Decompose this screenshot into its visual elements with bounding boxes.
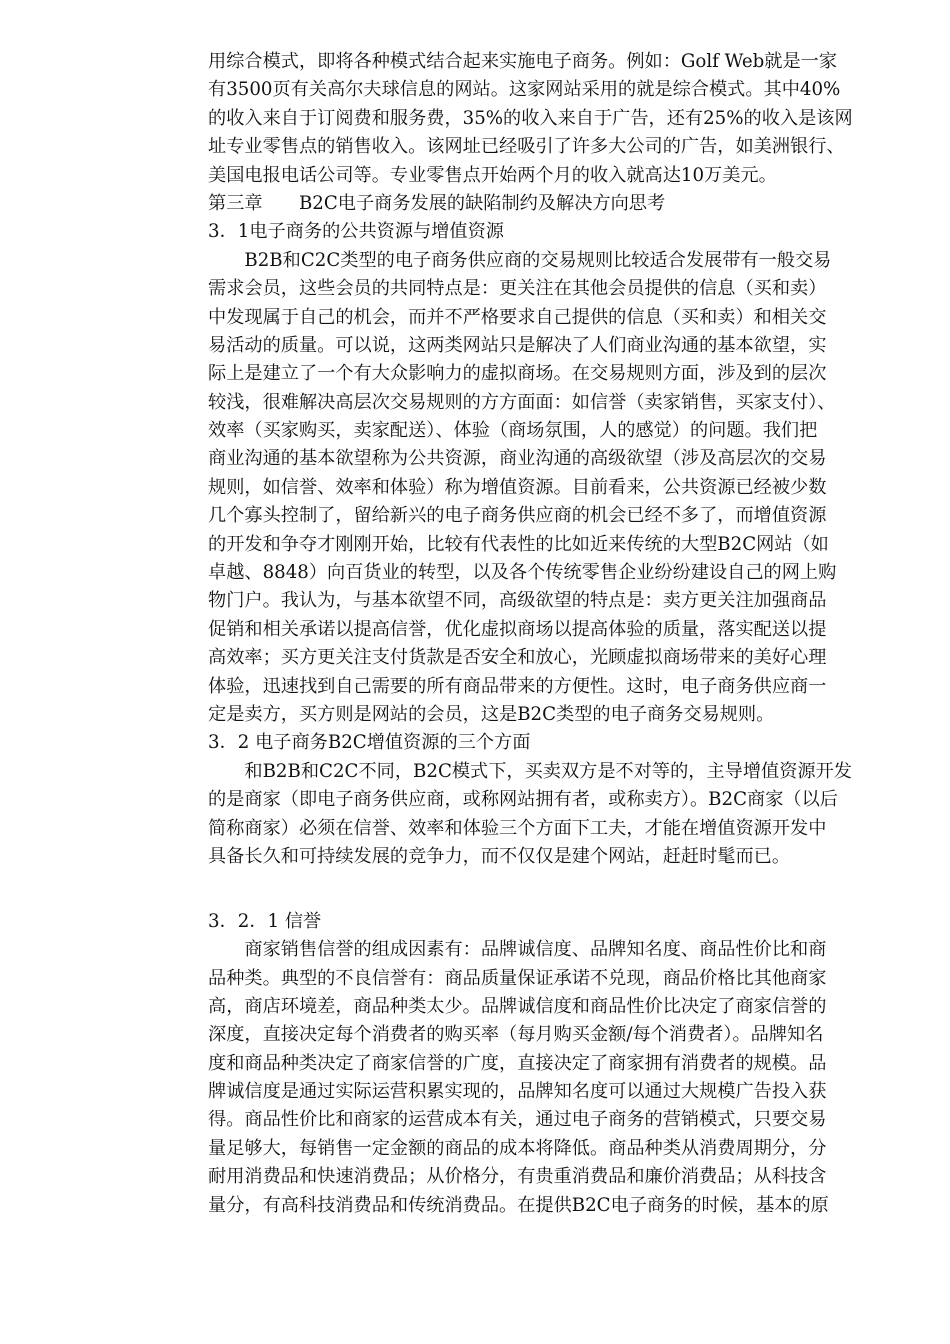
text-line: 牌诚信度是通过实际运营积累实现的，品牌知名度可以通过大规模广告投入获 bbox=[208, 1081, 827, 1103]
text-line: 较浅，很难解决高层次交易规则的方方面面：如信誉（卖家销售，买家支付）、 bbox=[208, 391, 836, 413]
text-line: 规则，如信誉、效率和体验）称为增值资源。目前看来，公共资源已经被少数 bbox=[208, 476, 827, 498]
text-line: 高，商店环境差，商品种类太少。品牌诚信度和商品性价比决定了商家信誉的 bbox=[208, 995, 827, 1017]
text-line: 耐用消费品和快速消费品；从价格分，有贵重消费品和廉价消费品；从科技含 bbox=[208, 1166, 827, 1188]
text-line: 美国电报电话公司等。专业零售点开始两个月的收入就高达10万美元。 bbox=[208, 164, 777, 186]
text-line: 和B2B和C2C不同，B2C模式下，买卖双方是不对等的，主导增值资源开发 bbox=[208, 760, 852, 782]
text-line: 际上是建立了一个有大众影响力的虚拟商场。在交易规则方面，涉及到的层次 bbox=[208, 363, 827, 385]
text-line: 物门户。我认为，与基本欲望不同，高级欲望的特点是：卖方更关注加强商品 bbox=[208, 590, 827, 612]
text-line: 中发现属于自己的机会，而并不严格要求自己提供的信息（买和卖）和相关交 bbox=[208, 306, 827, 328]
text-line: 的是商家（即电子商务供应商，或称网站拥有者，或称卖方）。B2C商家（以后 bbox=[208, 789, 838, 811]
section-3-2-paragraph bbox=[208, 758, 863, 872]
text-line: 量足够大，每销售一定金额的商品的成本将降低。商品种类从消费周期分，分 bbox=[208, 1137, 827, 1159]
text-line: 需求会员，这些会员的共同特点是：更关注在其他会员提供的信息（买和卖） bbox=[208, 278, 827, 300]
section-3-2-1-paragraph bbox=[208, 936, 863, 1220]
text-line: 卓越、8848）向百货业的转型，以及各个传统零售企业纷纷建设自己的网上购 bbox=[208, 562, 837, 584]
text-line: 度和商品种类决定了商家信誉的广度，直接决定了商家拥有消费者的规模。品 bbox=[208, 1052, 827, 1074]
text-line: 用综合模式，即将各种模式结合起来实施电子商务。例如：Golf Web就是一家 bbox=[208, 51, 838, 72]
text-line: B2B和C2C类型的电子商务供应商的交易规则比较适合发展带有一般交易 bbox=[208, 249, 832, 271]
text-line: 高效率；买方更关注支付货款是否安全和放心，光顾虚拟商场带来的美好心理 bbox=[208, 647, 827, 669]
text-line: 深度，直接决定每个消费者的购买率（每月购买金额/每个消费者）。品牌知名 bbox=[208, 1024, 824, 1046]
text-line: 商业沟通的基本欲望称为公共资源，商业沟通的高级欲望（涉及高层次的交易 bbox=[208, 448, 827, 470]
section-heading-3-2: 3．2 电子商务B2C增值资源的三个方面 bbox=[208, 732, 531, 754]
text-line: 体验，迅速找到自己需要的所有商品带来的方便性。这时，电子商务供应商一 bbox=[208, 675, 827, 697]
text-line: 量分，有高科技消费品和传统消费品。在提供B2C电子商务的时候，基本的原 bbox=[208, 1194, 829, 1216]
section-3-1-paragraph bbox=[208, 247, 863, 730]
text-line: 的开发和争夺才刚刚开始，比较有代表性的比如近来传统的大型B2C网站（如 bbox=[208, 533, 829, 555]
text-line: 具备长久和可持续发展的竞争力，而不仅仅是建个网站，赶赶时髦而已。 bbox=[208, 845, 791, 867]
text-line: 简称商家）必须在信誉、效率和体验三个方面下工夫，才能在增值资源开发中 bbox=[208, 817, 827, 839]
text-line: 得。商品性价比和商家的运营成本有关，通过电子商务的营销模式，只要交易 bbox=[208, 1109, 827, 1131]
document-page bbox=[208, 48, 863, 1220]
text-line: 易活动的质量。可以说，这两类网站只是解决了人们商业沟通的基本欲望，实 bbox=[208, 334, 827, 356]
text-line: 定是卖方，买方则是网站的会员，这是B2C类型的电子商务交易规则。 bbox=[208, 703, 775, 725]
text-line: 促销和相关承诺以提高信誉，优化虚拟商场以提高体验的质量，落实配送以提 bbox=[208, 618, 827, 640]
section-heading-3-1: 3．1电子商务的公共资源与增值资源 bbox=[208, 221, 504, 243]
spacer bbox=[208, 900, 863, 908]
text-line: 的收入来自于订阅费和服务费，35%的收入来自于广告，还有25%的收入是该网 bbox=[208, 107, 853, 129]
text-line: 品种类。典型的不良信誉有：商品质量保证承诺不兑现，商品价格比其他商家 bbox=[208, 967, 827, 989]
section-heading-3-2-1: 3．2．1 信誉 bbox=[208, 910, 322, 932]
chapter-heading: 第三章 B2C电子商务发展的缺陷制约及解决方向思考 bbox=[208, 192, 666, 214]
blank-line bbox=[208, 871, 863, 899]
text-line: 商家销售信誉的组成因素有：品牌诚信度、品牌知名度、商品性价比和商 bbox=[208, 939, 827, 961]
text-line: 址专业零售点的销售收入。该网址已经吸引了许多大公司的广告，如美洲银行、 bbox=[208, 136, 845, 158]
text-line: 效率（买家购买，卖家配送）、体验（商场氛围，人的感觉）的问题。我们把 bbox=[208, 420, 818, 442]
text-line: 几个寡头控制了，留给新兴的电子商务供应商的机会已经不多了，而增值资源 bbox=[208, 505, 827, 527]
text-line: 有3500页有关高尔夫球信息的网站。这家网站采用的就是综合模式。其中40% bbox=[208, 79, 841, 101]
intro-paragraph bbox=[208, 48, 863, 190]
